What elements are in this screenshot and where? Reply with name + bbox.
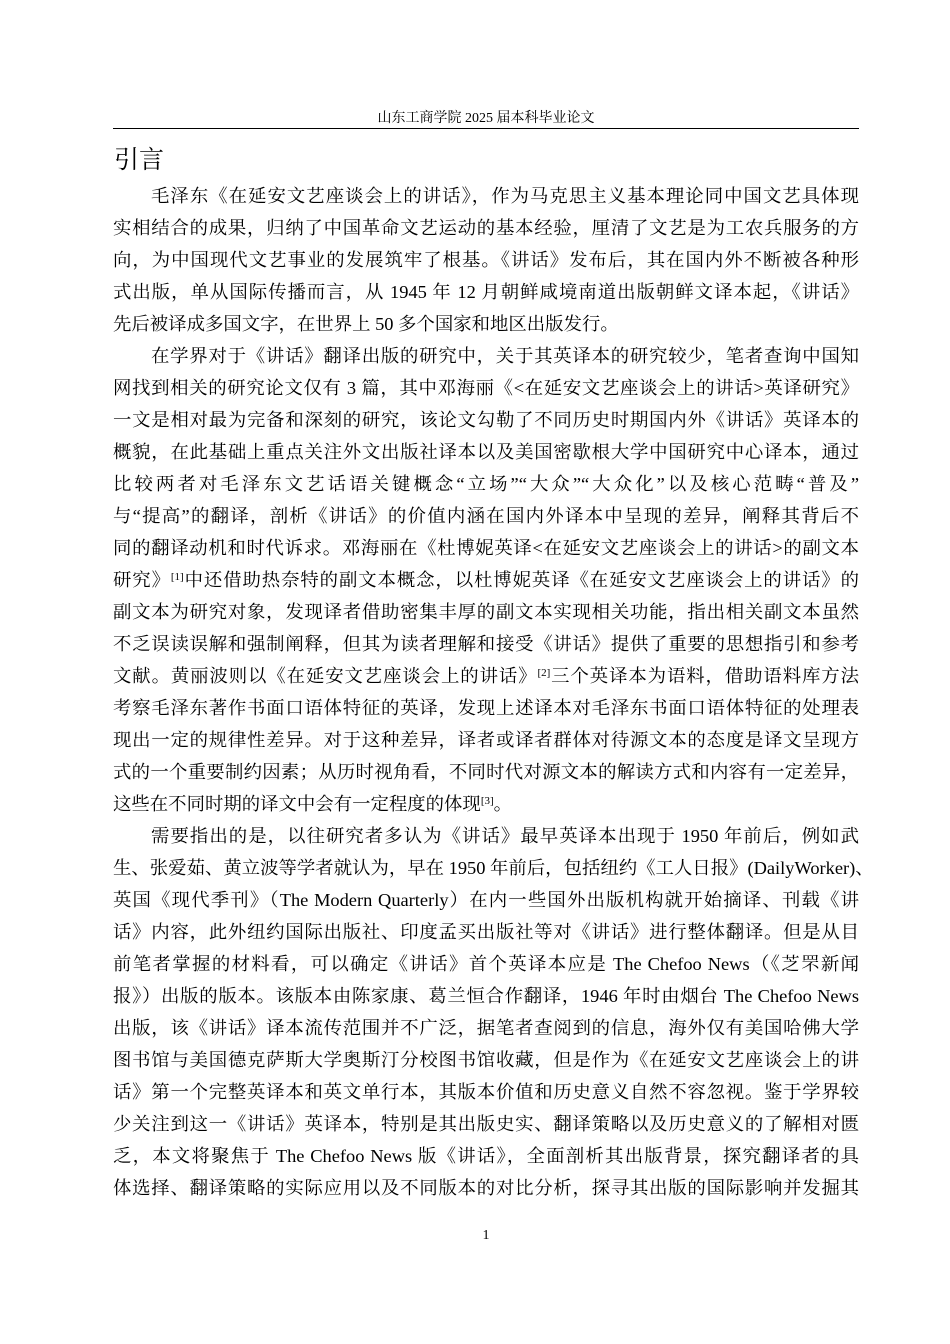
paragraph — [113, 340, 859, 820]
text-line — [113, 244, 859, 276]
text-line — [113, 916, 859, 948]
line-text: 网找到相关的研究论文仅有 3 篇，其中邓海丽《<在延安文艺座谈会上的讲话>英译研究》 — [113, 378, 859, 398]
text-line — [113, 212, 859, 244]
line-text: 考察毛泽东著作书面口语体特征的英译，发现上述译本对毛泽东书面口语体特征的处理表 — [113, 698, 859, 718]
line-text: 话》内容，此外纽约国际出版社、印度孟买出版社等对《讲话》进行整体翻译。但是从目 — [113, 922, 859, 942]
text-line — [113, 884, 859, 916]
line-text: 乏，本文将聚焦于 The Chefoo News 版《讲话》，全面剖析其出版背景，探究翻译者的具 — [113, 1146, 859, 1166]
document-body — [113, 180, 874, 1204]
paragraph — [113, 820, 874, 1204]
line-text: 在学界对于《讲话》翻译出版的研究中，关于其英译本的研究较少，笔者查询中国知 — [151, 346, 859, 366]
text-line — [113, 852, 874, 884]
running-header: 山东工商学院 2025 届本科毕业论文 — [377, 111, 595, 126]
line-text: 实相结合的成果，归纳了中国革命文艺运动的基本经验，厘清了文艺是为工农兵服务的方 — [113, 218, 859, 238]
line-text: 文献。黄丽波则以《在延安文艺座谈会上的讲话》 — [113, 666, 538, 686]
text-line — [113, 500, 859, 532]
text-line — [113, 692, 859, 724]
section-title: 引言 — [114, 145, 165, 174]
text-line — [113, 1076, 859, 1108]
header-rule — [113, 128, 859, 129]
text-line — [113, 788, 859, 820]
line-text: 少关注到这一《讲话》英译本，特别是其出版史实、翻译策略以及历史意义的了解相对匮 — [113, 1114, 859, 1134]
line-text: 先后被译成多国文字，在世界上 50 多个国家和地区出版发行。 — [113, 314, 619, 334]
citation-marker[interactable]: [1] — [170, 571, 184, 583]
line-text: 出版，该《讲话》译本流传范围并不广泛，据笔者查阅到的信息，海外仅有美国哈佛大学 — [113, 1018, 859, 1038]
text-line — [113, 948, 859, 980]
text-line — [113, 532, 859, 564]
line-text: 生、张爱茹、黄立波等学者就认为，早在 1950 年前后，包括纽约《工人日报》(DailyWorker)、 — [113, 858, 874, 878]
text-line — [113, 1108, 859, 1140]
line-text: 一文是相对最为完备和深刻的研究，该论文勾勒了不同历史时期国内外《讲话》英译本的 — [113, 410, 859, 430]
text-line — [113, 372, 859, 404]
line-text: 比较两者对毛泽东文艺话语关键概念“立场”“大众”“大众化”以及核心范畴“普及” — [113, 474, 859, 494]
text-line — [113, 340, 859, 372]
text-line — [113, 980, 859, 1012]
text-line — [113, 308, 859, 340]
line-text: 。 — [493, 794, 513, 814]
text-line — [113, 436, 859, 468]
line-text: 式出版，单从国际传播而言，从 1945 年 12 月朝鲜咸境南道出版朝鲜文译本起，《讲话》 — [113, 282, 859, 302]
line-text: 话》第一个完整英译本和英文单行本，其版本价值和历史意义自然不容忽视。鉴于学界较 — [113, 1082, 859, 1102]
text-line — [113, 180, 859, 212]
text-line — [113, 820, 859, 852]
line-text: 现出一定的规律性差异。对于这种差异，译者或译者群体对待源文本的态度是译文呈现方 — [113, 730, 859, 750]
text-line — [113, 724, 859, 756]
line-text: 不乏误读误解和强制阐释，但其为读者理解和接受《讲话》提供了重要的思想指引和参考 — [113, 634, 859, 654]
line-text: 三个英译本为语料，借助语料库方法 — [550, 666, 859, 686]
line-text: 副文本为研究对象，发现译者借助密集丰厚的副文本实现相关功能，指出相关副文本虽然 — [113, 602, 859, 622]
line-text: 研究》 — [113, 570, 171, 590]
text-line — [113, 276, 859, 308]
line-text: 需要指出的是，以往研究者多认为《讲话》最早英译本出现于 1950 年前后，例如武 — [151, 826, 859, 846]
text-line — [113, 564, 859, 596]
citation-marker[interactable]: [3] — [480, 795, 494, 807]
text-line — [113, 1140, 859, 1172]
line-text: 中还借助热奈特的副文本概念，以杜博妮英译《在延安文艺座谈会上的讲话》的 — [183, 570, 859, 590]
text-line — [113, 404, 859, 436]
text-line — [113, 1012, 859, 1044]
line-text: 与“提高”的翻译，剖析《讲话》的价值内涵在国内外译本中呈现的差异，阐释其背后不 — [113, 506, 859, 526]
line-text: 体选择、翻译策略的实际应用以及不同版本的对比分析，探寻其出版的国际影响并发掘其 — [113, 1178, 859, 1198]
text-line — [113, 1172, 859, 1204]
line-text: 式的一个重要制约因素；从历时视角看，不同时代对源文本的解读方式和内容有一定差异， — [113, 762, 859, 782]
line-text: 英国《现代季刊》（The Modern Quarterly）在内一些国外出版机构就开始摘译、刊载《讲 — [113, 890, 859, 910]
text-line — [113, 628, 859, 660]
citation-marker[interactable]: [2] — [537, 667, 551, 679]
page-number: 1 — [482, 1228, 490, 1243]
line-text: 向，为中国现代文艺事业的发展筑牢了根基。《讲话》发布后，其在国内外不断被各种形 — [113, 250, 859, 270]
line-text: 概貌，在此基础上重点关注外文出版社译本以及美国密歇根大学中国研究中心译本，通过 — [113, 442, 859, 462]
line-text: 毛泽东《在延安文艺座谈会上的讲话》，作为马克思主义基本理论同中国文艺具体现 — [151, 186, 859, 206]
line-text: 这些在不同时期的译文中会有一定程度的体现 — [113, 794, 481, 814]
text-line — [113, 756, 859, 788]
text-line — [113, 660, 859, 692]
text-line — [113, 596, 859, 628]
line-text: 报》）出版的版本。该版本由陈家康、葛兰恒合作翻译，1946 年时由烟台 The Chefoo News — [113, 986, 859, 1006]
line-text: 图书馆与美国德克萨斯大学奥斯汀分校图书馆收藏，但是作为《在延安文艺座谈会上的讲 — [113, 1050, 859, 1070]
line-text: 同的翻译动机和时代诉求。邓海丽在《杜博妮英译<在延安文艺座谈会上的讲话>的副文本 — [113, 538, 859, 558]
text-line — [113, 468, 859, 500]
line-text: 前笔者掌握的材料看，可以确定《讲话》首个英译本应是 The Chefoo News（《芝罘新闻 — [113, 954, 859, 974]
paragraph — [113, 180, 859, 340]
text-line — [113, 1044, 859, 1076]
